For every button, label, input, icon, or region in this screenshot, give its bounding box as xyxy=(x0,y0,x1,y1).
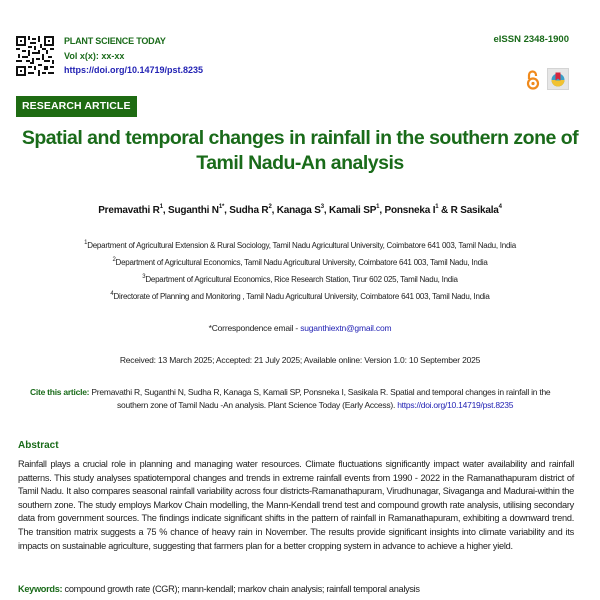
title-line-1: Spatial and temporal changes in rainfall in the southern zone of xyxy=(21,127,579,149)
author-sup: 4 xyxy=(498,204,502,210)
author-name: Kamali SP xyxy=(329,205,377,216)
affiliation-text: Directorate of Planning and Monitoring , Tamil Nadu Agricultural University, Coimbatore 641 003, Tamil Nadu, India xyxy=(113,292,490,301)
author-name: Premavathi R xyxy=(98,205,160,216)
author-sup: 1 xyxy=(159,204,163,210)
affiliation-text: Department of Agricultural Economics, Tamil Nadu Agricultural University, Coimbatore 641 003, Tamil Nadu, India xyxy=(115,258,488,267)
author-separator: , xyxy=(323,205,330,216)
open-access-icon xyxy=(526,70,540,90)
article-dates: Received: 13 March 2025; Accepted: 21 July 2025; Available online: Version 1.0: 10 September 2025 xyxy=(119,355,481,365)
author-separator: , xyxy=(162,205,169,216)
affiliation-text: Department of Agricultural Extension & Rural Sociology, Tamil Nadu Agricultural University, Coimbatore 641 003, Tamil Nadu, India xyxy=(87,241,516,250)
author-separator: , xyxy=(224,205,230,216)
author-list xyxy=(0,205,600,216)
author-sup: 1 xyxy=(435,204,439,210)
keywords xyxy=(18,584,420,594)
abstract-text: Rainfall plays a crucial role in planning and managing water resources. Climate fluctuations significantly impact water availability and rainfall patterns. This study analyses spatiotemporal changes and trends in extreme rainfall events from 1990 - 2022 in the Ramanathapuram district of Tamil Nadu. It also compares seasonal rainfall variability across four districts-Ramanathapuram, Virudhunagar, Sivaganga and Madurai-within the southern zone. The study employs Markov Chain modelling, the Mann-Kendall trend test and compound growth rate analysis, utilising secondary data from government sources. The findings indicate significant shifts in the pattern of rainfall in Ramanathapuram, exhibiting a downward trend. The transition matrix suggests a 75 % chance of heavy rain in November. The results provide significant insights into climate variability and its impacts on sustainable agriculture, suggesting that farmers plan for a better cropping system in advance to achieve a higher yield. xyxy=(18,459,574,551)
article-title xyxy=(10,126,590,176)
author-separator: , xyxy=(379,205,385,216)
author-separator: , xyxy=(271,205,277,216)
affiliation-sup: 4 xyxy=(110,291,114,297)
correspondence xyxy=(0,323,600,333)
affiliation-sup: 2 xyxy=(112,257,116,263)
journal-name: PLANT SCIENCE TODAY xyxy=(64,36,166,46)
citation-block xyxy=(30,386,575,412)
citation-line-2: southern zone of Tamil Nadu -An analysis. Plant Science Today (Early Access). xyxy=(117,400,398,410)
affiliation-1 xyxy=(0,241,600,250)
journal-volume: Vol x(x): xx-xx xyxy=(64,51,125,61)
eissn: eISSN 2348-1900 xyxy=(493,34,569,45)
affiliation-2 xyxy=(0,258,600,267)
author-separator: & xyxy=(438,205,451,216)
author-name: Sudha R xyxy=(229,205,269,216)
title-line-2: Tamil Nadu-An analysis xyxy=(196,152,404,174)
correspondence-email-link[interactable]: suganthiextn@gmail.com xyxy=(300,323,392,333)
author-name: Ponsneka I xyxy=(384,205,436,216)
keywords-text: compound growth rate (CGR); mann-kendall; markov chain analysis; rainfall temporal analysis xyxy=(62,584,420,594)
author-name: Suganthi N xyxy=(168,205,219,216)
author-name: R Sasikala xyxy=(450,205,499,216)
abstract-heading: Abstract xyxy=(18,440,59,451)
article-type-badge: RESEARCH ARTICLE xyxy=(16,96,137,117)
affiliation-3 xyxy=(0,275,600,284)
crossmark-icon[interactable] xyxy=(547,68,569,90)
affiliation-sup: 1 xyxy=(84,240,88,246)
author-name: Kanaga S xyxy=(276,205,321,216)
affiliation-4 xyxy=(0,292,600,301)
author-sup: 1 xyxy=(376,204,380,210)
author-sup: 3 xyxy=(320,204,324,210)
doi-link[interactable]: https://doi.org/10.14719/pst.8235 xyxy=(64,65,204,75)
citation-line-2-wrap xyxy=(30,399,575,412)
correspondence-label: *Correspondence email - xyxy=(208,323,301,333)
author-sup: 1* xyxy=(218,204,225,210)
citation-label: Cite this article: xyxy=(30,387,90,397)
affiliation-text: Department of Agricultural Economics, Rice Research Station, Tirur 602 025, Tamil Nadu, India xyxy=(145,275,458,284)
citation-doi-link[interactable]: https://doi.org/10.14719/pst.8235 xyxy=(397,400,514,410)
qr-code-icon xyxy=(16,36,54,76)
citation-line-1: Premavathi R, Suganthi N, Sudha R, Kanaga S, Kamali SP, Ponsneka I, Sasikala R. Spatial and temporal changes in rainfall in the xyxy=(89,387,551,397)
keywords-label: Keywords: xyxy=(18,584,63,594)
author-sup: 2 xyxy=(268,204,272,210)
affiliation-sup: 3 xyxy=(142,274,146,280)
